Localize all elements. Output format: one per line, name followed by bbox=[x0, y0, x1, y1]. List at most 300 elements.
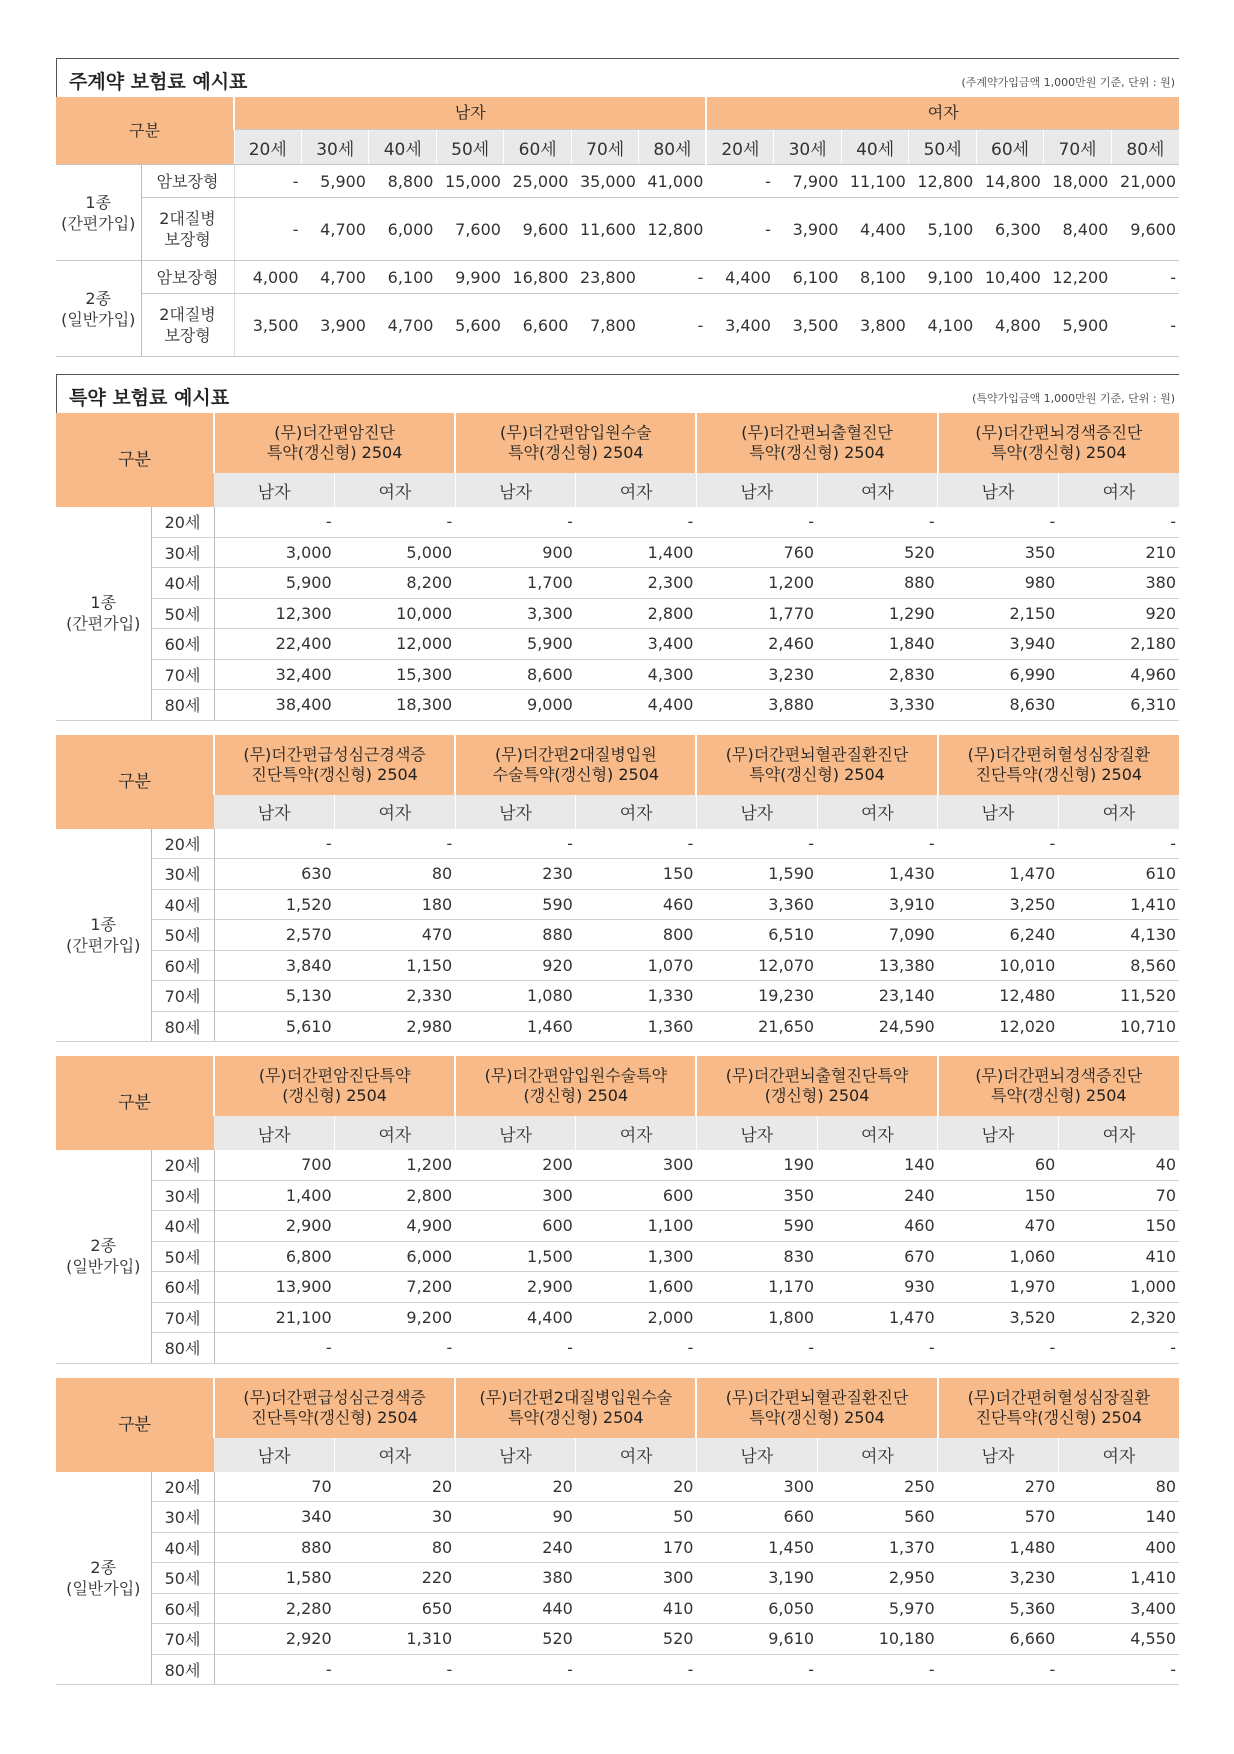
female-header: 여자 bbox=[817, 1116, 938, 1150]
male-premium-cell: 590 bbox=[696, 1211, 817, 1242]
female-premium-cell: - bbox=[335, 829, 456, 859]
female-premium-cell: 610 bbox=[1058, 859, 1179, 890]
male-premium-cell: 8,600 bbox=[455, 659, 576, 690]
female-premium-cell: - bbox=[1058, 1333, 1179, 1364]
female-premium-cell: 140 bbox=[817, 1150, 938, 1180]
male-premium-cell: 6,050 bbox=[696, 1593, 817, 1624]
male-premium-cell: 3,520 bbox=[938, 1302, 1059, 1333]
female-premium-cell: - bbox=[706, 198, 773, 261]
kind-label: 2종 (일반가입) bbox=[56, 261, 141, 357]
female-premium-cell: 21,000 bbox=[1111, 165, 1179, 198]
male-premium-cell: 190 bbox=[696, 1150, 817, 1180]
main-section-header bbox=[56, 58, 1179, 97]
rider-section-note: (특약가입금액 1,000만원 기준, 단위 : 원) bbox=[972, 392, 1175, 405]
male-premium-cell: 9,610 bbox=[696, 1624, 817, 1655]
male-premium-cell: 12,300 bbox=[214, 598, 335, 629]
female-premium-cell: 4,300 bbox=[576, 659, 697, 690]
female-header: 여자 bbox=[576, 795, 697, 829]
table-row bbox=[56, 198, 1179, 261]
rider-name-header: (무)더간편허혈성심장질환 진단특약(갱신형) 2504 bbox=[938, 1378, 1179, 1438]
male-premium-cell: 3,500 bbox=[234, 294, 301, 357]
age-label: 20세 bbox=[151, 1472, 214, 1502]
male-premium-cell: - bbox=[234, 198, 301, 261]
table-row bbox=[56, 1211, 1179, 1242]
female-premium-cell: 40 bbox=[1058, 1150, 1179, 1180]
age-header: 20세 bbox=[234, 130, 301, 165]
female-premium-cell: - bbox=[817, 1654, 938, 1685]
male-premium-cell: 16,800 bbox=[504, 261, 571, 294]
female-header: 여자 bbox=[576, 473, 697, 507]
male-premium-cell: 1,170 bbox=[696, 1272, 817, 1303]
female-premium-cell: 460 bbox=[817, 1211, 938, 1242]
female-premium-cell: 5,970 bbox=[817, 1593, 938, 1624]
main-section-title: 주계약 보험료 예시표 bbox=[69, 71, 248, 93]
age-header: 30세 bbox=[302, 130, 369, 165]
male-premium-cell: 6,600 bbox=[504, 294, 571, 357]
male-premium-cell: - bbox=[455, 1654, 576, 1685]
age-header: 50세 bbox=[436, 130, 503, 165]
male-premium-cell: 15,000 bbox=[436, 165, 503, 198]
female-premium-cell: 8,200 bbox=[335, 568, 456, 599]
female-premium-cell: 10,400 bbox=[976, 261, 1043, 294]
male-premium-cell: 6,990 bbox=[938, 659, 1059, 690]
female-header: 여자 bbox=[1058, 1438, 1179, 1472]
female-premium-cell: 6,310 bbox=[1058, 690, 1179, 721]
male-premium-cell: 1,970 bbox=[938, 1272, 1059, 1303]
female-header: 여자 bbox=[817, 473, 938, 507]
male-premium-cell: - bbox=[938, 1333, 1059, 1364]
male-premium-cell: - bbox=[696, 1654, 817, 1685]
age-header: 80세 bbox=[1111, 130, 1179, 165]
rider-gender-row bbox=[56, 1116, 1179, 1150]
table-row bbox=[56, 1272, 1179, 1303]
female-premium-cell: 80 bbox=[335, 1532, 456, 1563]
female-premium-cell: 1,000 bbox=[1058, 1272, 1179, 1303]
female-premium-cell: 1,410 bbox=[1058, 1563, 1179, 1594]
male-premium-cell: 6,660 bbox=[938, 1624, 1059, 1655]
male-premium-cell: 270 bbox=[938, 1472, 1059, 1502]
rider-gubun-header: 구분 bbox=[56, 735, 214, 829]
male-premium-cell: - bbox=[214, 829, 335, 859]
age-label: 50세 bbox=[151, 598, 214, 629]
male-premium-cell: 3,900 bbox=[302, 294, 369, 357]
male-premium-cell: - bbox=[696, 1333, 817, 1364]
age-label: 70세 bbox=[151, 1624, 214, 1655]
table-row bbox=[56, 859, 1179, 890]
male-premium-cell: 32,400 bbox=[214, 659, 335, 690]
male-header: 남자 bbox=[938, 1438, 1059, 1472]
female-premium-cell: 4,550 bbox=[1058, 1624, 1179, 1655]
rider-gender-row bbox=[56, 795, 1179, 829]
female-premium-cell: 2,000 bbox=[576, 1302, 697, 1333]
female-premium-cell: 180 bbox=[335, 889, 456, 920]
table-row bbox=[56, 1502, 1179, 1533]
female-premium-cell: - bbox=[1111, 261, 1179, 294]
male-premium-cell: 12,800 bbox=[639, 198, 706, 261]
male-premium-cell: 20 bbox=[455, 1472, 576, 1502]
female-premium-cell: 1,330 bbox=[576, 981, 697, 1012]
male-premium-cell: 660 bbox=[696, 1502, 817, 1533]
female-premium-cell: 1,300 bbox=[576, 1241, 697, 1272]
male-premium-cell: 3,300 bbox=[455, 598, 576, 629]
female-premium-cell: - bbox=[335, 1654, 456, 1685]
female-premium-cell: 470 bbox=[335, 920, 456, 951]
male-premium-cell: 1,500 bbox=[455, 1241, 576, 1272]
male-premium-cell: 3,190 bbox=[696, 1563, 817, 1594]
rider-name-header: (무)더간편2대질병입원수술 특약(갱신형) 2504 bbox=[455, 1378, 696, 1438]
male-premium-cell: 9,000 bbox=[455, 690, 576, 721]
female-premium-cell: 520 bbox=[576, 1624, 697, 1655]
female-premium-cell: 1,360 bbox=[576, 1011, 697, 1042]
page bbox=[56, 58, 1179, 1685]
male-premium-cell: 2,900 bbox=[455, 1272, 576, 1303]
male-header: 남자 bbox=[696, 1116, 817, 1150]
male-header: 남자 bbox=[938, 473, 1059, 507]
male-premium-cell: 12,070 bbox=[696, 950, 817, 981]
table-row bbox=[56, 950, 1179, 981]
female-premium-cell: 300 bbox=[576, 1563, 697, 1594]
male-premium-cell: 21,100 bbox=[214, 1302, 335, 1333]
female-premium-cell: 1,150 bbox=[335, 950, 456, 981]
female-premium-cell: 250 bbox=[817, 1472, 938, 1502]
table-row bbox=[56, 981, 1179, 1012]
male-premium-cell: 5,130 bbox=[214, 981, 335, 1012]
male-header: 남자 bbox=[455, 1116, 576, 1150]
female-premium-cell: 1,470 bbox=[817, 1302, 938, 1333]
female-premium-cell: 9,600 bbox=[1111, 198, 1179, 261]
female-premium-cell: 2,830 bbox=[817, 659, 938, 690]
table-row bbox=[56, 1302, 1179, 1333]
male-premium-cell: 19,230 bbox=[696, 981, 817, 1012]
female-premium-cell: 3,500 bbox=[774, 294, 841, 357]
male-premium-cell: 5,900 bbox=[214, 568, 335, 599]
main-premium-table bbox=[56, 97, 1179, 357]
male-premium-cell: 1,520 bbox=[214, 889, 335, 920]
female-premium-cell: 3,400 bbox=[1058, 1593, 1179, 1624]
age-label: 40세 bbox=[151, 1211, 214, 1242]
main-gubun-header: 구분 bbox=[56, 97, 234, 165]
female-premium-cell: 9,100 bbox=[909, 261, 976, 294]
male-premium-cell: - bbox=[214, 1654, 335, 1685]
male-premium-cell: 35,000 bbox=[571, 165, 638, 198]
male-premium-cell: 980 bbox=[938, 568, 1059, 599]
male-premium-cell: 880 bbox=[214, 1532, 335, 1563]
female-premium-cell: 80 bbox=[1058, 1472, 1179, 1502]
male-premium-cell: 12,480 bbox=[938, 981, 1059, 1012]
kind-label: 1종 (간편가입) bbox=[56, 829, 151, 1042]
male-premium-cell: 570 bbox=[938, 1502, 1059, 1533]
age-label: 60세 bbox=[151, 950, 214, 981]
female-premium-cell: 3,800 bbox=[841, 294, 908, 357]
female-premium-cell: 220 bbox=[335, 1563, 456, 1594]
kind-label: 1종 (간편가입) bbox=[56, 165, 141, 261]
male-premium-cell: 600 bbox=[455, 1211, 576, 1242]
age-label: 30세 bbox=[151, 859, 214, 890]
female-premium-cell: 80 bbox=[335, 859, 456, 890]
male-premium-cell: 900 bbox=[455, 537, 576, 568]
female-premium-cell: 2,980 bbox=[335, 1011, 456, 1042]
age-header: 20세 bbox=[706, 130, 773, 165]
rider-premium-table bbox=[56, 413, 1179, 721]
male-header: 남자 bbox=[214, 1116, 335, 1150]
kind-label: 1종 (간편가입) bbox=[56, 507, 151, 720]
male-premium-cell: 5,900 bbox=[302, 165, 369, 198]
rider-name-header: (무)더간편암진단 특약(갱신형) 2504 bbox=[214, 413, 455, 473]
female-premium-cell: 3,330 bbox=[817, 690, 938, 721]
female-premium-cell: 15,300 bbox=[335, 659, 456, 690]
female-premium-cell: - bbox=[335, 1333, 456, 1364]
female-premium-cell: 1,410 bbox=[1058, 889, 1179, 920]
male-premium-cell: 1,800 bbox=[696, 1302, 817, 1333]
rider-name-header: (무)더간편급성심근경색증 진단특약(갱신형) 2504 bbox=[214, 1378, 455, 1438]
rider-name-header: (무)더간편급성심근경색증 진단특약(갱신형) 2504 bbox=[214, 735, 455, 795]
table-row bbox=[56, 1180, 1179, 1211]
table-row bbox=[56, 1624, 1179, 1655]
female-premium-cell: 140 bbox=[1058, 1502, 1179, 1533]
male-premium-cell: 7,600 bbox=[436, 198, 503, 261]
female-premium-cell: 920 bbox=[1058, 598, 1179, 629]
female-premium-cell: 4,800 bbox=[976, 294, 1043, 357]
male-premium-cell: 760 bbox=[696, 537, 817, 568]
rider-header-row bbox=[56, 1056, 1179, 1116]
male-premium-cell: - bbox=[639, 261, 706, 294]
male-premium-cell: 3,940 bbox=[938, 629, 1059, 660]
male-premium-cell: 90 bbox=[455, 1502, 576, 1533]
male-premium-cell: 22,400 bbox=[214, 629, 335, 660]
female-premium-cell: 1,310 bbox=[335, 1624, 456, 1655]
male-premium-cell: 3,360 bbox=[696, 889, 817, 920]
male-premium-cell: 8,630 bbox=[938, 690, 1059, 721]
male-premium-cell: 6,510 bbox=[696, 920, 817, 951]
male-premium-cell: 830 bbox=[696, 1241, 817, 1272]
male-premium-cell: - bbox=[938, 829, 1059, 859]
female-premium-cell: 1,290 bbox=[817, 598, 938, 629]
female-premium-cell: 1,070 bbox=[576, 950, 697, 981]
male-premium-cell: 2,570 bbox=[214, 920, 335, 951]
male-premium-cell: 1,450 bbox=[696, 1532, 817, 1563]
male-header: 남자 bbox=[696, 1438, 817, 1472]
age-label: 30세 bbox=[151, 537, 214, 568]
rider-name-header: (무)더간편암입원수술 특약(갱신형) 2504 bbox=[455, 413, 696, 473]
female-premium-cell: 8,560 bbox=[1058, 950, 1179, 981]
female-premium-cell: 8,400 bbox=[1044, 198, 1111, 261]
female-premium-cell: 300 bbox=[576, 1150, 697, 1180]
rider-premium-table bbox=[56, 735, 1179, 1043]
female-premium-cell: 3,900 bbox=[774, 198, 841, 261]
female-premium-cell: 650 bbox=[335, 1593, 456, 1624]
male-premium-cell: 2,900 bbox=[214, 1211, 335, 1242]
rider-premium-table bbox=[56, 1056, 1179, 1364]
female-premium-cell: 1,370 bbox=[817, 1532, 938, 1563]
male-premium-cell: 7,800 bbox=[571, 294, 638, 357]
male-premium-cell: 1,400 bbox=[214, 1180, 335, 1211]
female-header: 여자 bbox=[1058, 1116, 1179, 1150]
male-premium-cell: 4,700 bbox=[302, 261, 369, 294]
female-premium-cell: 13,380 bbox=[817, 950, 938, 981]
main-female-header: 여자 bbox=[706, 97, 1179, 130]
rider-name-header: (무)더간편허혈성심장질환 진단특약(갱신형) 2504 bbox=[938, 735, 1179, 795]
plan-label: 암보장형 bbox=[141, 165, 234, 198]
female-premium-cell: 12,200 bbox=[1044, 261, 1111, 294]
male-premium-cell: - bbox=[696, 829, 817, 859]
female-premium-cell: 20 bbox=[335, 1472, 456, 1502]
plan-label: 2대질병 보장형 bbox=[141, 198, 234, 261]
male-premium-cell: 590 bbox=[455, 889, 576, 920]
male-premium-cell: 2,460 bbox=[696, 629, 817, 660]
male-premium-cell: 2,280 bbox=[214, 1593, 335, 1624]
female-premium-cell: 520 bbox=[817, 537, 938, 568]
female-premium-cell: 9,200 bbox=[335, 1302, 456, 1333]
male-header: 남자 bbox=[696, 473, 817, 507]
female-premium-cell: - bbox=[706, 165, 773, 198]
female-premium-cell: 2,800 bbox=[576, 598, 697, 629]
male-header: 남자 bbox=[214, 1438, 335, 1472]
female-premium-cell: 410 bbox=[576, 1593, 697, 1624]
female-premium-cell: 12,000 bbox=[335, 629, 456, 660]
female-premium-cell: 23,140 bbox=[817, 981, 938, 1012]
female-premium-cell: 7,900 bbox=[774, 165, 841, 198]
age-label: 80세 bbox=[151, 690, 214, 721]
age-header: 30세 bbox=[774, 130, 841, 165]
rider-header-row bbox=[56, 735, 1179, 795]
female-premium-cell: 4,100 bbox=[909, 294, 976, 357]
female-premium-cell: 1,400 bbox=[576, 537, 697, 568]
rider-name-header: (무)더간편암입원수술특약 (갱신형) 2504 bbox=[455, 1056, 696, 1116]
plan-label: 암보장형 bbox=[141, 261, 234, 294]
male-premium-cell: 41,000 bbox=[639, 165, 706, 198]
male-premium-cell: - bbox=[214, 1333, 335, 1364]
table-row bbox=[56, 1563, 1179, 1594]
female-premium-cell: 210 bbox=[1058, 537, 1179, 568]
female-premium-cell: 10,000 bbox=[335, 598, 456, 629]
male-premium-cell: 5,360 bbox=[938, 1593, 1059, 1624]
male-premium-cell: 2,920 bbox=[214, 1624, 335, 1655]
male-header: 남자 bbox=[455, 1438, 576, 1472]
rider-header-row bbox=[56, 1378, 1179, 1438]
female-premium-cell: 6,100 bbox=[774, 261, 841, 294]
age-label: 50세 bbox=[151, 1241, 214, 1272]
male-premium-cell: - bbox=[234, 165, 301, 198]
female-premium-cell: - bbox=[335, 507, 456, 537]
female-premium-cell: 3,400 bbox=[576, 629, 697, 660]
female-premium-cell: 670 bbox=[817, 1241, 938, 1272]
female-premium-cell: 880 bbox=[817, 568, 938, 599]
kind-label: 2종 (일반가입) bbox=[56, 1472, 151, 1685]
female-premium-cell: 10,710 bbox=[1058, 1011, 1179, 1042]
male-premium-cell: 70 bbox=[214, 1472, 335, 1502]
female-premium-cell: 24,590 bbox=[817, 1011, 938, 1042]
table-row bbox=[56, 1150, 1179, 1180]
female-header: 여자 bbox=[1058, 473, 1179, 507]
female-premium-cell: 2,320 bbox=[1058, 1302, 1179, 1333]
male-premium-cell: 340 bbox=[214, 1502, 335, 1533]
rider-name-header: (무)더간편2대질병입원 수술특약(갱신형) 2504 bbox=[455, 735, 696, 795]
rider-name-header: (무)더간편뇌출혈진단특약 (갱신형) 2504 bbox=[696, 1056, 937, 1116]
male-header: 남자 bbox=[214, 473, 335, 507]
table-row bbox=[56, 1241, 1179, 1272]
age-label: 80세 bbox=[151, 1654, 214, 1685]
female-header: 여자 bbox=[817, 1438, 938, 1472]
rider-name-header: (무)더간편뇌혈관질환진단 특약(갱신형) 2504 bbox=[696, 735, 937, 795]
table-row bbox=[56, 1593, 1179, 1624]
rider-premium-table bbox=[56, 1378, 1179, 1686]
main-section-note: (주계약가입금액 1,000만원 기준, 단위 : 원) bbox=[961, 76, 1175, 89]
rider-gubun-header: 구분 bbox=[56, 413, 214, 507]
rider-name-header: (무)더간편뇌혈관질환진단 특약(갱신형) 2504 bbox=[696, 1378, 937, 1438]
female-premium-cell: - bbox=[817, 507, 938, 537]
female-premium-cell: 20 bbox=[576, 1472, 697, 1502]
age-label: 40세 bbox=[151, 889, 214, 920]
male-premium-cell: 1,580 bbox=[214, 1563, 335, 1594]
male-premium-cell: 4,400 bbox=[455, 1302, 576, 1333]
female-premium-cell: - bbox=[1058, 507, 1179, 537]
rider-name-header: (무)더간편뇌경색증진단 특약(갱신형) 2504 bbox=[938, 413, 1179, 473]
male-premium-cell: 3,000 bbox=[214, 537, 335, 568]
female-premium-cell: 1,600 bbox=[576, 1272, 697, 1303]
male-premium-cell: 4,700 bbox=[369, 294, 436, 357]
table-row bbox=[56, 629, 1179, 660]
age-label: 20세 bbox=[151, 1150, 214, 1180]
age-label: 60세 bbox=[151, 1593, 214, 1624]
male-premium-cell: 9,900 bbox=[436, 261, 503, 294]
female-premium-cell: - bbox=[576, 829, 697, 859]
rider-name-header: (무)더간편뇌경색증진단 특약(갱신형) 2504 bbox=[938, 1056, 1179, 1116]
female-premium-cell: 560 bbox=[817, 1502, 938, 1533]
male-premium-cell: 1,060 bbox=[938, 1241, 1059, 1272]
table-row bbox=[56, 659, 1179, 690]
female-premium-cell: 1,840 bbox=[817, 629, 938, 660]
rider-gender-row bbox=[56, 473, 1179, 507]
male-premium-cell: 4,000 bbox=[234, 261, 301, 294]
male-premium-cell: 6,800 bbox=[214, 1241, 335, 1272]
male-header: 남자 bbox=[696, 795, 817, 829]
age-header: 40세 bbox=[369, 130, 436, 165]
male-premium-cell: 21,650 bbox=[696, 1011, 817, 1042]
male-premium-cell: 3,840 bbox=[214, 950, 335, 981]
male-premium-cell: 6,000 bbox=[369, 198, 436, 261]
female-premium-cell: 2,800 bbox=[335, 1180, 456, 1211]
male-premium-cell: - bbox=[938, 1654, 1059, 1685]
male-premium-cell: 11,600 bbox=[571, 198, 638, 261]
age-label: 30세 bbox=[151, 1502, 214, 1533]
female-premium-cell: - bbox=[576, 1333, 697, 1364]
age-label: 20세 bbox=[151, 829, 214, 859]
female-header: 여자 bbox=[335, 1116, 456, 1150]
female-header: 여자 bbox=[335, 1438, 456, 1472]
table-row bbox=[56, 829, 1179, 859]
male-premium-cell: 440 bbox=[455, 1593, 576, 1624]
female-premium-cell: 4,400 bbox=[841, 198, 908, 261]
male-premium-cell: 470 bbox=[938, 1211, 1059, 1242]
female-premium-cell: 6,000 bbox=[335, 1241, 456, 1272]
male-premium-cell: 8,800 bbox=[369, 165, 436, 198]
male-premium-cell: - bbox=[455, 1333, 576, 1364]
age-header: 60세 bbox=[976, 130, 1043, 165]
male-premium-cell: 38,400 bbox=[214, 690, 335, 721]
male-premium-cell: 60 bbox=[938, 1150, 1059, 1180]
female-premium-cell: - bbox=[1111, 294, 1179, 357]
female-premium-cell: 2,950 bbox=[817, 1563, 938, 1594]
female-header: 여자 bbox=[335, 473, 456, 507]
rider-section-header bbox=[56, 374, 1179, 413]
female-header: 여자 bbox=[817, 795, 938, 829]
male-premium-cell: 630 bbox=[214, 859, 335, 890]
male-header: 남자 bbox=[214, 795, 335, 829]
female-premium-cell: 50 bbox=[576, 1502, 697, 1533]
male-premium-cell: 10,010 bbox=[938, 950, 1059, 981]
male-premium-cell: 700 bbox=[214, 1150, 335, 1180]
age-label: 40세 bbox=[151, 568, 214, 599]
